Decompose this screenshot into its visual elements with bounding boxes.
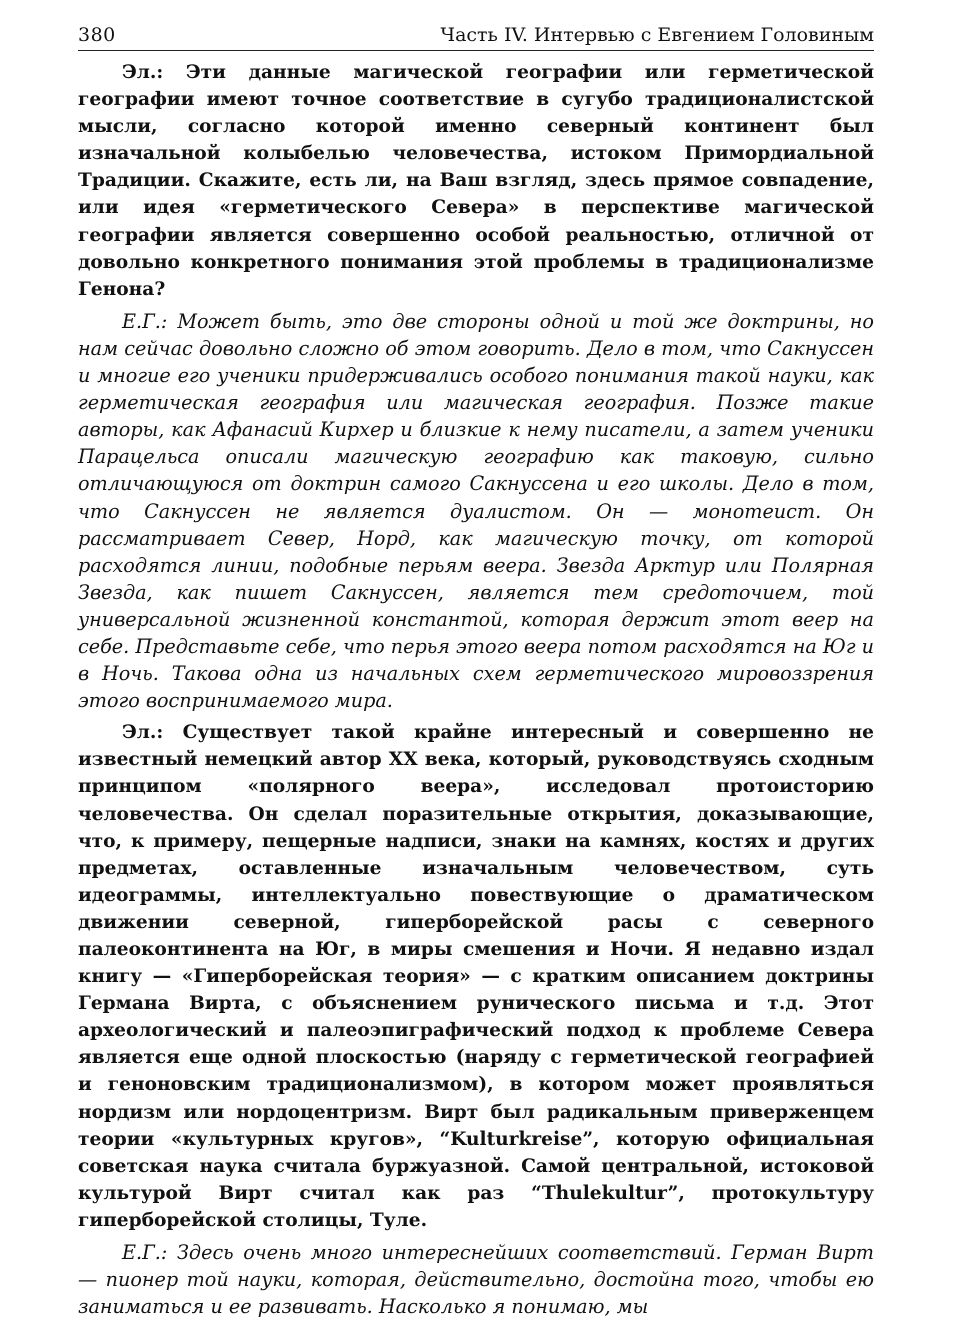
running-title: Часть IV. Интервью с Евгением Головиным — [440, 24, 874, 46]
book-page — [78, 22, 874, 1325]
paragraph-text: Здесь очень много интереснейших соответствий. Герман Вирт — пионер той науки, которая, действительно, достойна того, чтобы ею заниматься и ее развивать. Насколько я понимаю, мы — [78, 1241, 874, 1319]
speaker-label: Эл.: — [122, 722, 164, 744]
answer-paragraph — [78, 308, 874, 714]
answer-paragraph — [78, 1239, 874, 1320]
speaker-label: Эл.: — [122, 62, 164, 83]
speaker-label: Е.Г.: — [122, 309, 168, 333]
interview-text — [78, 59, 874, 1320]
question-paragraph — [78, 719, 874, 1234]
paragraph-text: Существует такой крайне интересный и совершенно не известный немецкий автор XX века, который, руководствуясь сходным принципом «полярного веера», исследовал протоисторию человечества. Он сделал поразительные открытия, доказывающие, что, к примеру, пещерные надписи, знаки на камнях, костях и других предметах, оставленные изначальным человечеством, суть идеограммы, интеллектуально повествующие о драматическом движении северной, гиперборейской расы с северного палеоконтинента на Юг, в миры смешения и Ночи. Я недавно издал книгу — «Гиперборейская теория» — с кратким описанием доктрины Германа Вирта, с объяснением рунического письма и т.д. Этот археологический и палеоэпиграфический подход к проблеме Севера является еще одной плоскостью (наряду с герметической географией и геноновским традиционализмом), в котором может проявляться нордизм или нордоцентризм. Вирт был радикальным приверженцем теории «культурных кругов», “Kulturkreise”, которую официальная советская наука считала буржуазной. Самой центральной, истоковой культурой Вирт считал как раз “Thulekultur”, протокультуру гиперборейской столицы, Туле. — [78, 722, 875, 1231]
paragraph-text: Может быть, это две стороны одной и той же доктрины, но нам сейчас довольно сложно об этом говорить. Дело в том, что Сакнуссен и многие его ученики придерживались особого понимания такой науки, как герметическая география или магическая география. Позже такие авторы, как Афанасий Кирхер и близкие к нему писатели, а затем ученики Парацельса описали магическую географию как таковую, сильно отличающуюся от доктрин самого Сакнуссена и его школы. Дело в том, что Сакнуссен не является дуалистом. Он — монотеист. Он рассматривает Север, Норд, как магическую точку, от которой расходятся линии, подобные перьям веера. Звезда Арктур или Полярная Звезда, как пишет Сакнуссен, является тем средоточием, той универсальной жизненной константой, которая держит этот веер на себе. Представьте себе, что перья этого веера потом расходятся на Юг и в Ночь. Такова одна из начальных схем герметического мировоззрения этого воспринимаемого мира. — [78, 309, 874, 713]
running-header — [78, 22, 874, 51]
page-number: 380 — [78, 24, 116, 46]
paragraph-text: Эти данные магической географии или герметической географии имеют точное соответствие в сугубо традиционалистской мысли, согласно которой именно северный континент был изначальной колыбелью человечества, истоком Примордиальной Традиции. Скажите, есть ли, на Ваш взгляд, здесь прямое совпадение, или идея «герметического Севера» в перспективе магической географии является совершенно особой реальностью, отличной от довольно конкретного понимания этой проблемы в традиционализме Генона? — [78, 62, 874, 300]
question-paragraph — [78, 59, 874, 303]
speaker-label: Е.Г.: — [122, 1241, 168, 1265]
